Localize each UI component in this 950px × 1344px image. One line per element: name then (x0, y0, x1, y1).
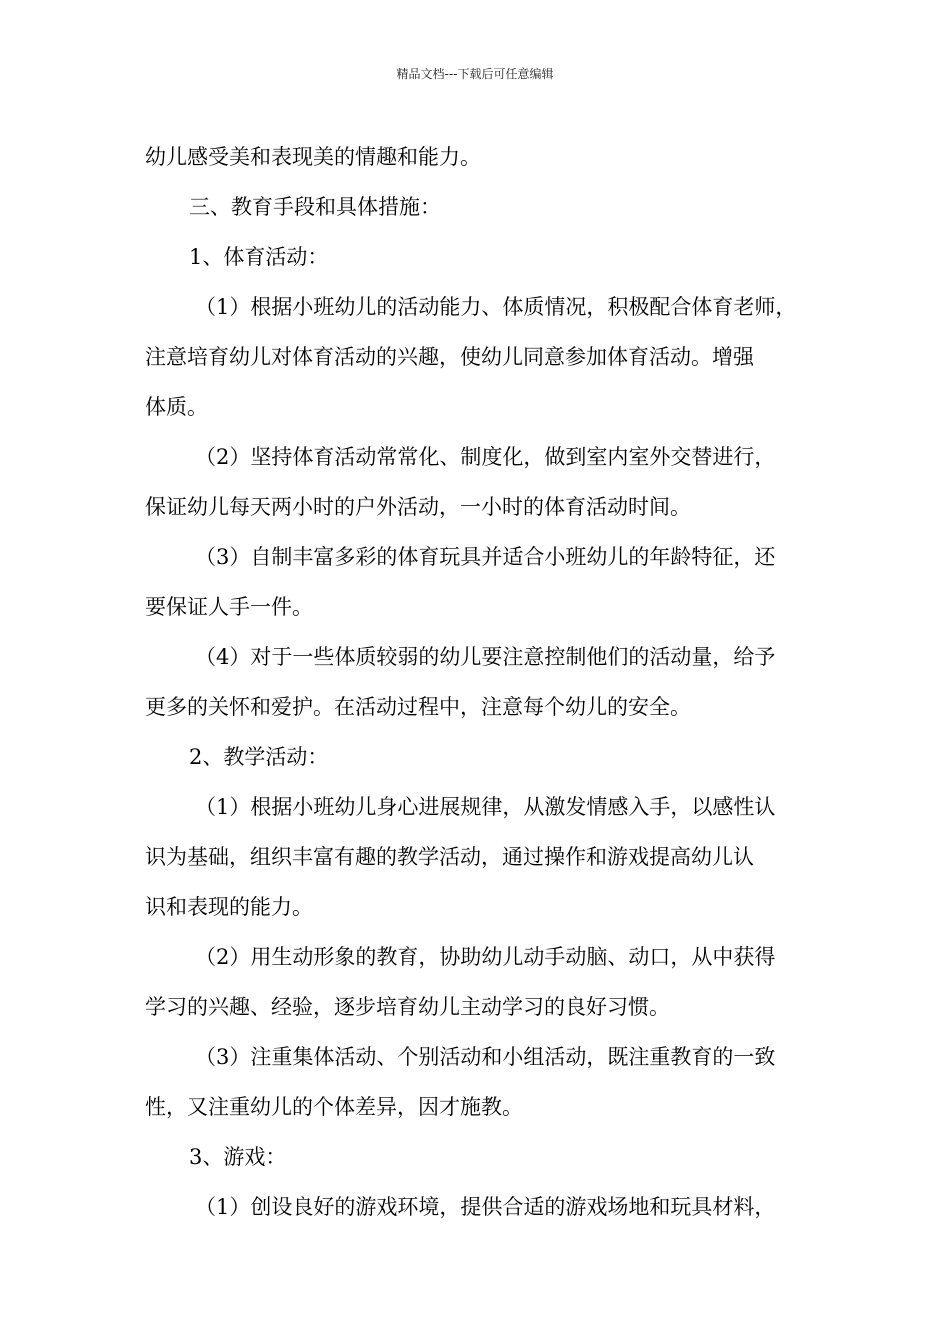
paragraph-line: 注意培育幼儿对体育活动的兴趣，使幼儿同意参加体育活动。增强 (145, 345, 754, 369)
paragraph-line: 性，又注重幼儿的个体差异，因才施教。 (145, 1095, 523, 1119)
subsection-heading: 3、游戏： (189, 1145, 287, 1169)
subsection-heading: 2、教学活动： (189, 745, 329, 769)
paragraph-line: （1）根据小班幼儿的活动能力、体质情况，积极配合体育老师， (195, 295, 797, 319)
paragraph-line: （3）注重集体活动、个别活动和小组活动，既注重教育的一致 (195, 1045, 776, 1069)
paragraph-line: （1）创设良好的游戏环境，提供合适的游戏场地和玩具材料， (195, 1195, 776, 1219)
paragraph-line: 保证幼儿每天两小时的户外活动，一小时的体育活动时间。 (145, 495, 691, 519)
paragraph-line: （1）根据小班幼儿身心进展规律，从激发情感入手，以感性认 (195, 795, 776, 819)
paragraph-line: 体质。 (145, 395, 208, 419)
paragraph-line: 识和表现的能力。 (145, 895, 313, 919)
subsection-heading: 1、体育活动： (189, 245, 329, 269)
paragraph-line: （2）坚持体育活动常常化、制度化，做到室内室外交替进行， (195, 445, 776, 469)
section-heading: 三、教育手段和具体措施： (189, 195, 441, 219)
page-header: 精品文档---下载后可任意编辑 (396, 67, 554, 81)
paragraph-line: 幼儿感受美和表现美的情趣和能力。 (145, 145, 481, 169)
paragraph-line: （2）用生动形象的教育，协助幼儿动手动脑、动口，从中获得 (195, 945, 776, 969)
paragraph-line: 要保证人手一件。 (145, 595, 313, 619)
paragraph-line: （4）对于一些体质较弱的幼儿要注意控制他们的活动量，给予 (195, 645, 776, 669)
paragraph-line: 学习的兴趣、经验，逐步培育幼儿主动学习的良好习惯。 (145, 995, 670, 1019)
paragraph-line: （3）自制丰富多彩的体育玩具并适合小班幼儿的年龄特征，还 (195, 545, 776, 569)
paragraph-line: 更多的关怀和爱护。在活动过程中，注意每个幼儿的安全。 (145, 695, 691, 719)
paragraph-line: 识为基础，组织丰富有趣的教学活动，通过操作和游戏提高幼儿认 (145, 845, 754, 869)
document-body (145, 132, 835, 1232)
